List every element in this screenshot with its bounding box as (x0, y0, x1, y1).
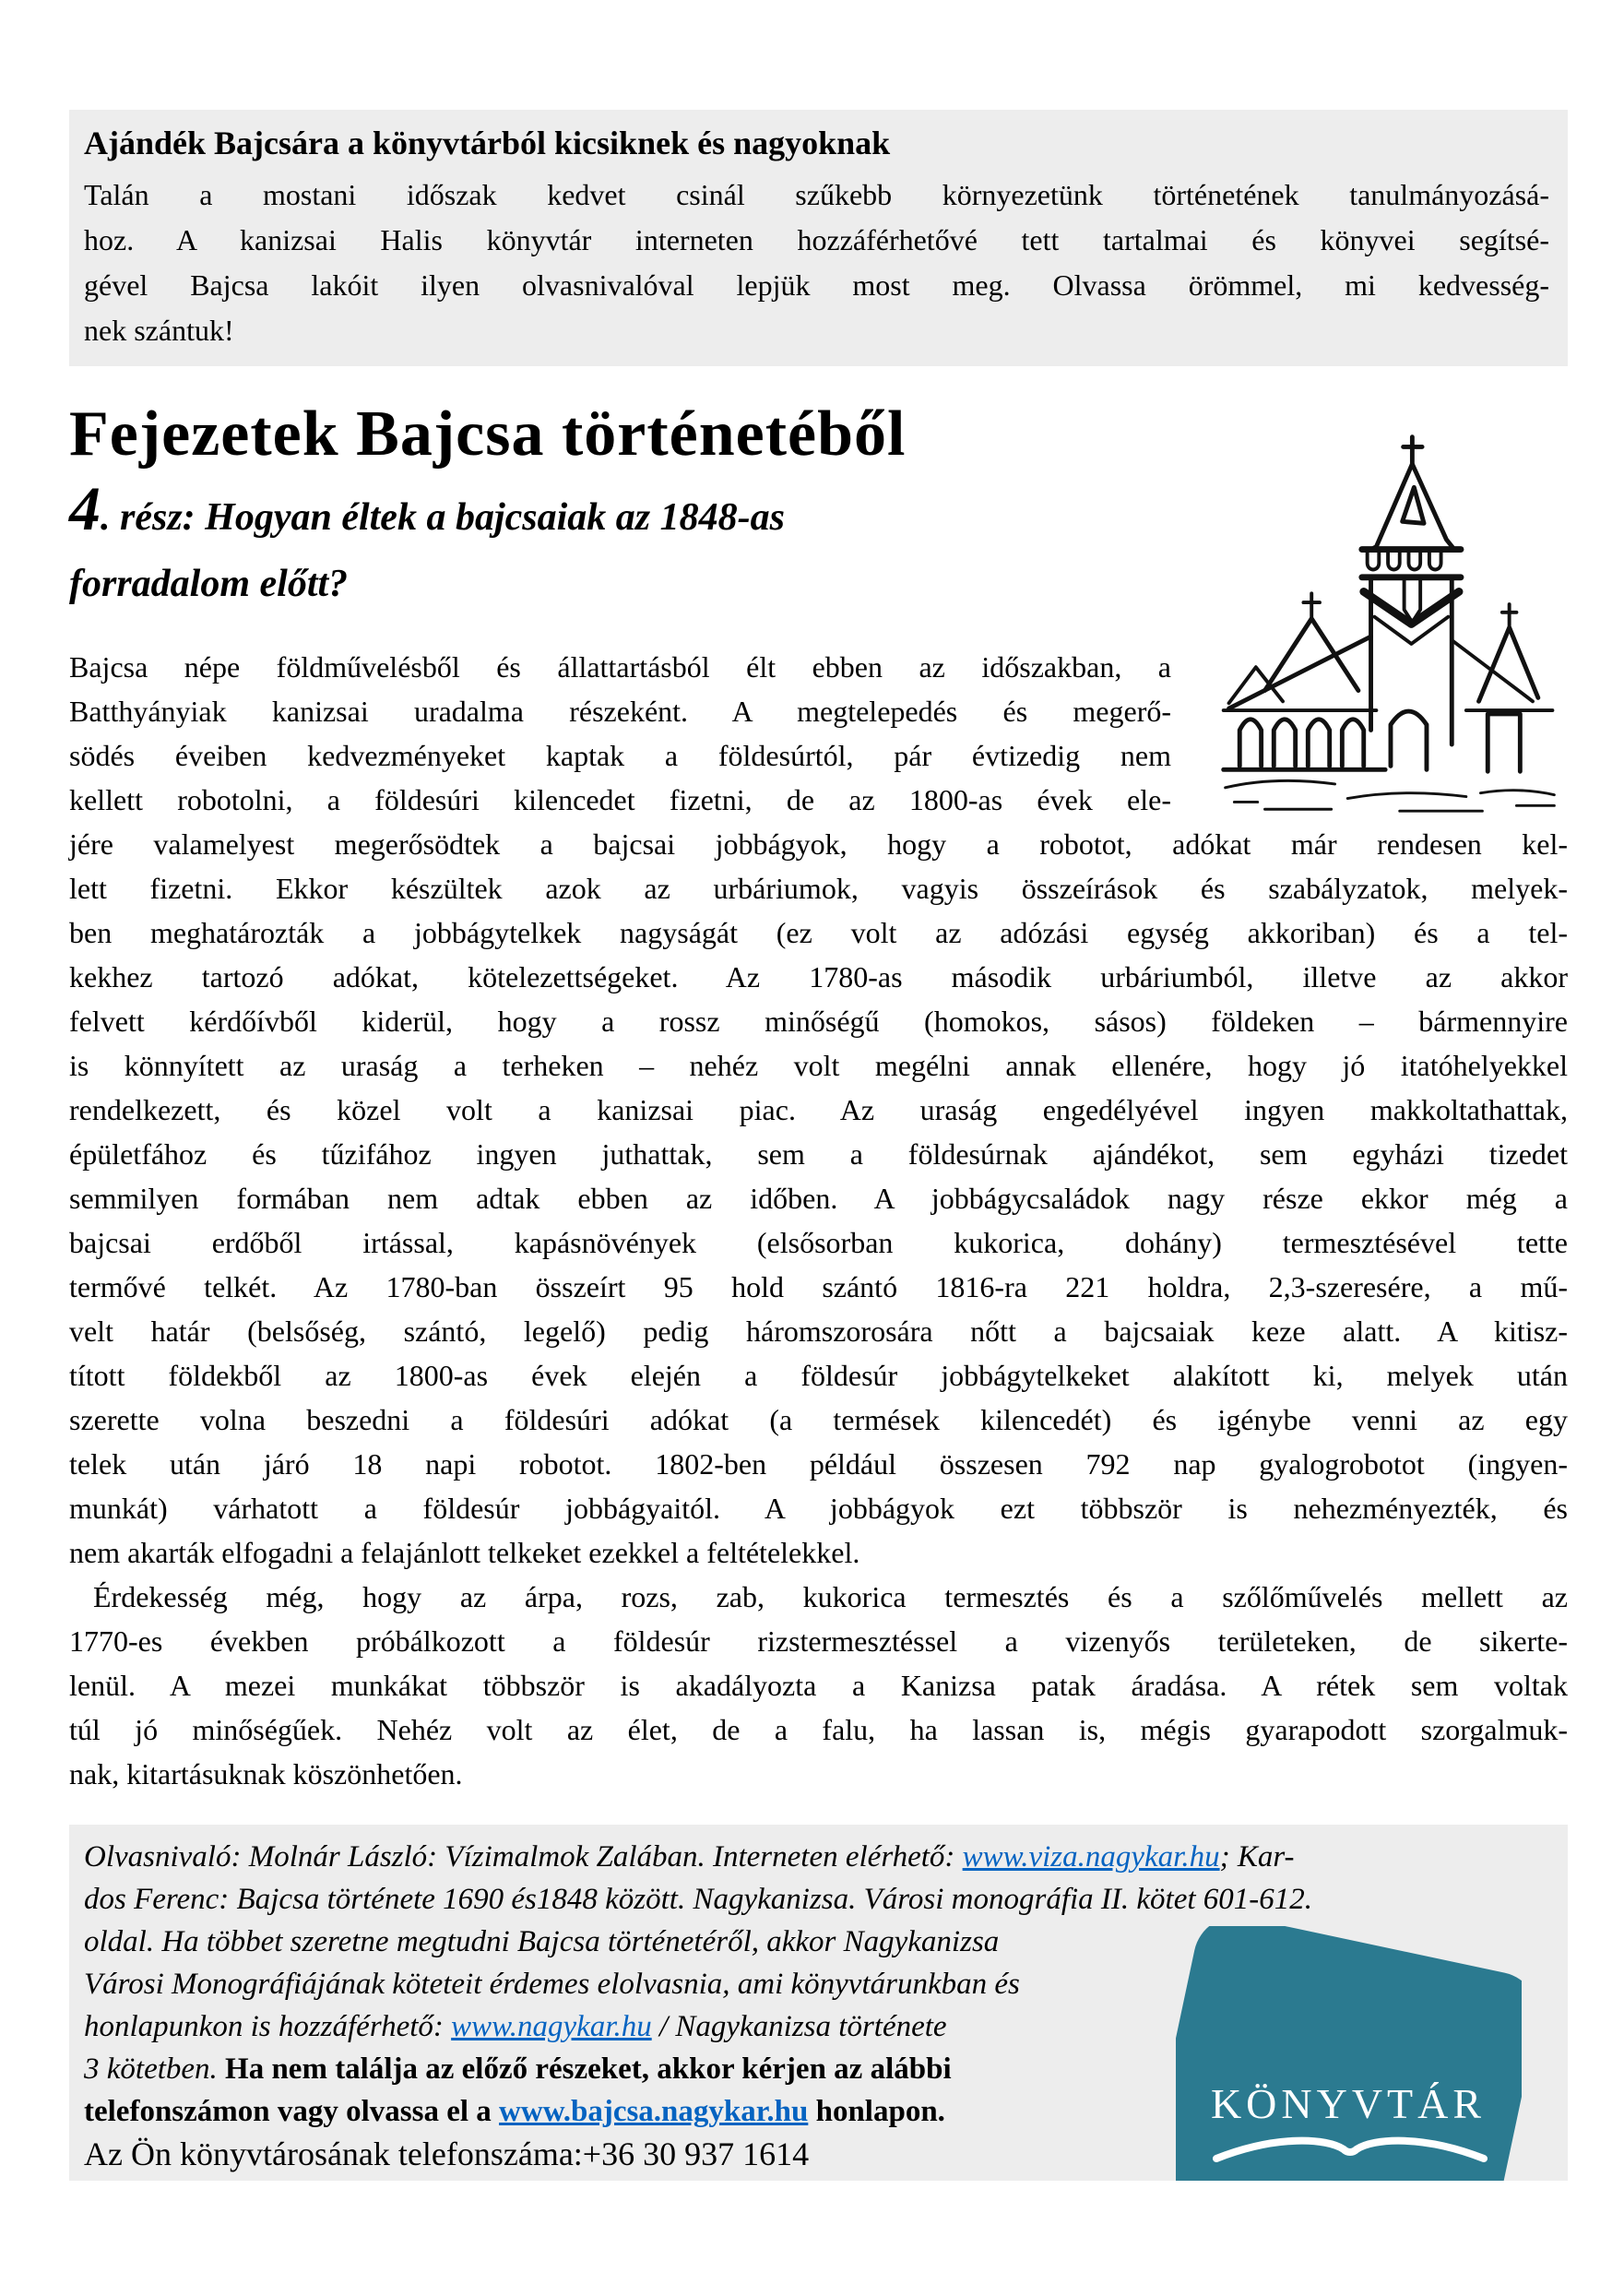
hyperlink-www-viza-nagykar-hu[interactable]: www.viza.nagykar.hu (962, 1840, 1220, 1874)
body-text-line: södés éveiben kedvezményeket kaptak a földesúrtól, pár évtizedig nem (69, 739, 1171, 772)
body-text-line: bajcsai erdőből irtással, kapásnövények (elsősorban kukorica, dohány) termesztésével tette (69, 1226, 1568, 1259)
body-text-line: velt határ (belsőség, szántó, legelő) pedig háromszorosára nőtt a bajcsaiak keze alatt. A kitisz- (69, 1315, 1568, 1348)
body-text-line: Érdekesség még, hogy az árpa, rozs, zab, kukorica termesztés és a szőlőművelés mellett az (93, 1580, 1568, 1613)
readings-text (84, 1836, 1549, 2177)
reading-line (84, 1921, 1549, 1963)
body-text-line: 1770-es években próbálkozott a földesúr rizstermesztéssel a vizenyős területeken, de sikerte- (69, 1624, 1568, 1658)
subtitle-part-number: 4 (69, 473, 101, 543)
intro-text-line: nek szántuk! (84, 314, 234, 347)
reading-line (84, 2048, 1549, 2090)
body-text-line: munkát) várhatott a földesúr jobbágyaitól. A jobbágyok ezt többször is nehezményezték, és (69, 1492, 1568, 1525)
readings-box (69, 1825, 1568, 2181)
body-text-line: lenül. A mezei munkákat többször is akadályozta a Kanizsa patak áradása. A rétek sem voltak (69, 1669, 1568, 1702)
body-text-line: kellett robotolni, a földesúri kilencedet fizetni, de az 1800-as évek ele- (69, 783, 1171, 816)
hyperlink-www-bajcsa-nagykar-hu[interactable]: www.bajcsa.nagykar.hu (499, 2095, 809, 2128)
body-text-line: épületfához és tűzifához ingyen juthattak, sem a földesúrnak ajándékot, sem egyházi tizedet (69, 1137, 1568, 1171)
reading-text-segment: honlapunkon is hozzáférhető: (84, 2010, 452, 2043)
body-text-line: semmilyen formában nem adtak ebben az időben. A jobbágycsaládok nagy része ekkor még a (69, 1182, 1568, 1215)
body-text-line: Batthyányiak kanizsai uradalma részeként. A megtelepedés és megerő- (69, 695, 1171, 728)
body-text-line: jére valamelyest megerősödtek a bajcsai jobbágyok, hogy a robotot, adókat már rendesen kel- (69, 827, 1568, 861)
intro-text (84, 172, 1549, 353)
body-text-line: felvett kérdőívből kiderül, hogy a rossz minőségű (homokos, sásos) földeken – bármennyire (69, 1005, 1568, 1038)
body-text-line: nem akarták elfogadni a felajánlott telkeket ezekkel a feltételekkel. (69, 1536, 860, 1569)
reading-text-segment: Városi Monográfiájának köteteit érdemes elolvasnia, ami könyvtárunkban és (84, 1968, 1020, 2001)
reading-text-segment: Az Ön könyvtárosának telefonszáma:+36 30 937 1614 (84, 2135, 810, 2172)
church-illustration-float (1171, 645, 1568, 820)
body-text-line: szerette volna beszedni a földesúri adókat (a termések kilencedét) és igénybe venni az egy (69, 1403, 1568, 1436)
church-illustration (1213, 428, 1568, 817)
reading-text-segment: honlapon. (808, 2095, 945, 2128)
reading-text-segment: dos Ferenc: Bajcsa története 1690 és1848 között. Nagykanizsa. Városi monográfia II. kötet 601-612. (84, 1883, 1313, 1916)
reading-text-segment: oldal. Ha többet szeretne megtudni Bajcsa történetéről, akkor Nagykanizsa (84, 1925, 1000, 1958)
reading-line (84, 2133, 1549, 2177)
reading-text-segment: telefonszámon vagy olvassa el a (84, 2095, 500, 2128)
reading-text-segment: Ha nem találja az előző részeket, akkor kérjen az alábbi (225, 2052, 952, 2086)
reading-line (84, 2005, 1549, 2048)
reading-line (84, 2090, 1549, 2133)
intro-text-line: Talán a mostani időszak kedvet csinál szűkebb környezetünk történetének tanulmányozásá- (84, 178, 1549, 211)
body-text-line: tított földekből az 1800-as évek elején a földesúr jobbágytelkeket alakított ki, melyek után (69, 1359, 1568, 1392)
body-text-line: nak, kitartásuknak köszönhetően. (69, 1757, 463, 1790)
body-text-line: telek után járó 18 napi robotot. 1802-ben például összesen 792 nap gyalogrobotot (ingyen- (69, 1447, 1568, 1481)
body-text-line: is könnyített az uraság a terheken – nehéz volt megélni annak ellenére, hogy jó itatóhelyekkel (69, 1049, 1568, 1082)
reading-text-segment: ; Kar- (1219, 1840, 1295, 1874)
reading-text-segment: Olvasnivaló: Molnár László: Vízimalmok Zalában. Interneten elérhető: (84, 1840, 963, 1874)
body-text-line: rendelkezett, és közel volt a kanizsai piac. Az uraság engedélyével ingyen makkoltathattak, (69, 1093, 1568, 1126)
body-text-line: lett fizetni. Ekkor készültek azok az urbáriumok, vagyis összeírások és szabályzatok, melyek- (69, 872, 1568, 905)
article-body (69, 645, 1568, 1796)
reading-line (84, 1878, 1549, 1921)
body-text-line: Bajcsa népe földművelésből és állattartásból élt ebben az időszakban, a (69, 650, 1171, 684)
body-text-line: termővé telkét. Az 1780-ban összeírt 95 hold szántó 1816-ra 221 holdra, 2,3-szeresére, a mű- (69, 1270, 1568, 1303)
subtitle-line1: . rész: Hogyan éltek a bajcsaiak az 1848-as (101, 496, 785, 539)
intro-text-line: gével Bajcsa lakóit ilyen olvasnivalóval lepjük most meg. Olvassa örömmel, mi kedvesség- (84, 268, 1549, 302)
reading-text-segment: / Nagykanizsa története (651, 2010, 947, 2043)
article-paragraph-2 (69, 1575, 1568, 1796)
page-content (69, 0, 1568, 2181)
body-text-line: ben meghatározták a jobbágytelkek nagyságát (ez volt az adózási egység akkoriban) és a tel- (69, 916, 1568, 949)
intro-box (69, 110, 1568, 366)
reading-line (84, 1836, 1549, 1878)
page-title: Fejezetek Bajcsa történetéből (69, 399, 907, 470)
intro-title: Ajándék Bajcsára a könyvtárból kicsiknek és nagyoknak (84, 125, 891, 161)
logo-text: KÖNYVTÁR (1210, 2080, 1487, 2127)
reading-line (84, 1963, 1549, 2005)
intro-text-line: hoz. A kanizsai Halis könyvtár interneten hozzáférhetővé tett tartalmai és könyvei segítsé- (84, 223, 1549, 256)
body-text-line: kekhez tartozó adókat, kötelezettségeket. Az 1780-as második urbáriumból, illetve az akkor (69, 960, 1568, 993)
subtitle-line2: forradalom előtt? (69, 563, 349, 605)
reading-text-segment: 3 kötetben. (84, 2052, 226, 2086)
body-text-line: túl jó minőségűek. Nehéz volt az élet, de a falu, ha lassan is, mégis gyarapodott szorgalmuk- (69, 1713, 1568, 1746)
hyperlink-www-nagykar-hu[interactable]: www.nagykar.hu (451, 2010, 652, 2043)
